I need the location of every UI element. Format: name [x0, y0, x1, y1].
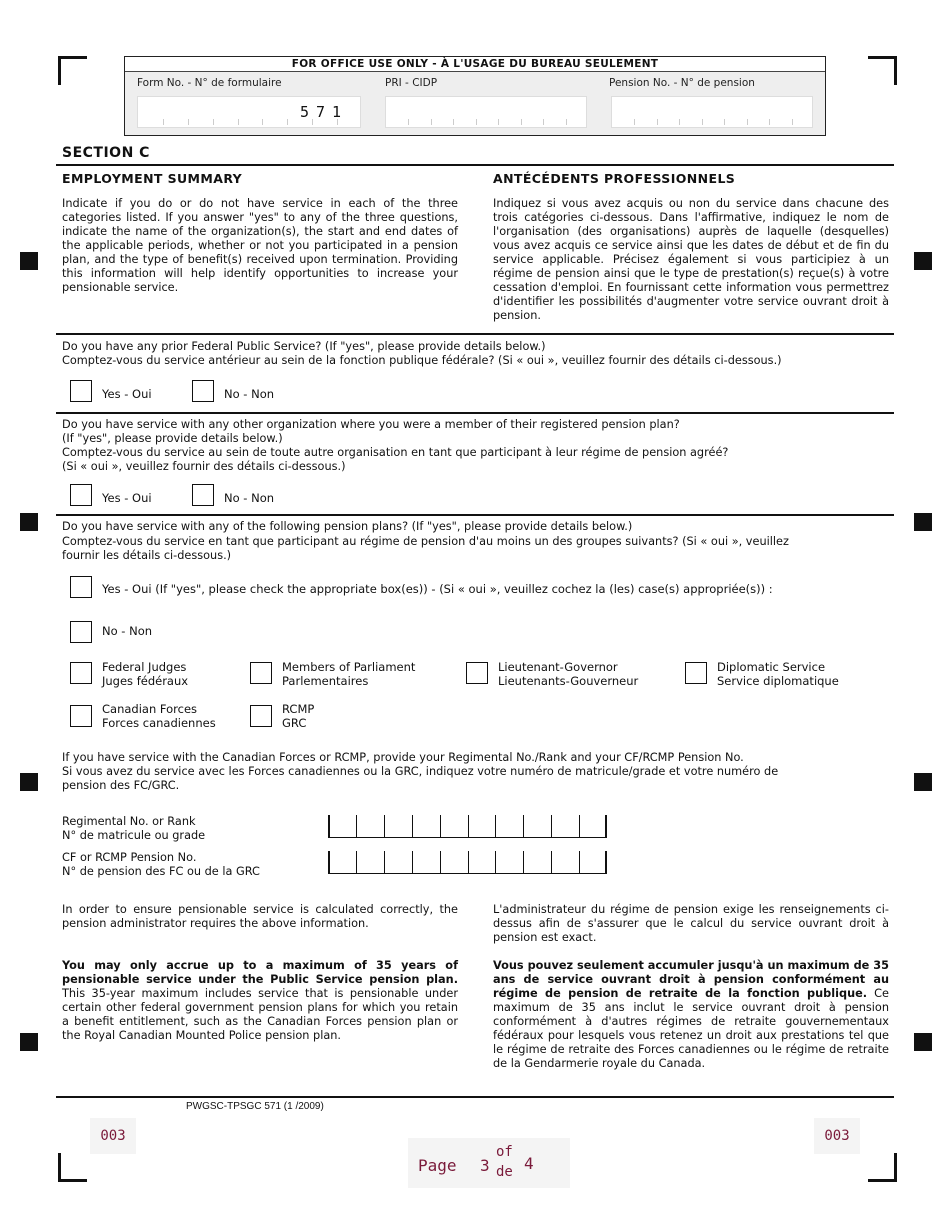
comb-tick — [657, 119, 658, 125]
q1-yes-checkbox[interactable] — [70, 380, 92, 402]
divider — [56, 1096, 894, 1098]
comb-separator — [605, 815, 607, 837]
comb-tick — [431, 119, 432, 125]
q3-line-2: Comptez-vous du service en tant que participant au régime de pension d'au moins un des groupes suivants? (Si « oui », veuillez — [62, 535, 789, 548]
form-no-value: 571 — [300, 103, 349, 121]
federal-judges-checkbox[interactable] — [70, 662, 92, 684]
registration-mark — [20, 1033, 38, 1051]
pension-no-label: CF or RCMP Pension No. N° de pension des FC ou de la GRC — [62, 851, 260, 878]
comb-tick — [213, 119, 214, 125]
q1-text-fr: Comptez-vous du service antérieur au sein de la fonction publique fédérale? (Si « oui », veuillez fournir des détails ci-dessous.) — [62, 354, 782, 367]
members-of-parliament-checkbox[interactable] — [250, 662, 272, 684]
registration-mark — [20, 252, 38, 270]
office-use-box — [124, 56, 826, 136]
q3-yes-checkbox[interactable] — [70, 576, 92, 598]
comb-separator — [579, 815, 580, 837]
q3-line-1: Do you have service with any of the following pension plans? (If "yes", please provide details below.) — [62, 520, 633, 533]
comb-separator — [412, 851, 413, 873]
comb-tick — [769, 119, 770, 125]
registration-mark — [914, 252, 932, 270]
canadian-forces-label: Canadian Forces Forces canadiennes — [102, 702, 216, 730]
comb-tick — [724, 119, 725, 125]
employment-summary-heading: EMPLOYMENT SUMMARY — [62, 171, 243, 186]
q3-line-3: fournir les détails ci-dessous.) — [62, 549, 232, 562]
page-indicator — [408, 1138, 570, 1188]
q1-yes-label: Yes - Oui — [102, 387, 152, 401]
comb-separator — [523, 851, 524, 873]
comb-tick — [408, 119, 409, 125]
comb-separator — [356, 851, 357, 873]
comb-separator — [328, 815, 330, 837]
comb-tick — [188, 119, 189, 125]
pri-field[interactable] — [385, 96, 587, 128]
registration-mark — [914, 1033, 932, 1051]
q3-no-checkbox[interactable] — [70, 621, 92, 643]
comb-separator — [412, 815, 413, 837]
form-no-label: Form No. - N° de formulaire — [137, 77, 282, 89]
comb-tick — [521, 119, 522, 125]
comb-separator — [328, 851, 330, 873]
cf-rcmp-pension-no-field[interactable] — [328, 851, 607, 874]
q2-yes-checkbox[interactable] — [70, 484, 92, 506]
office-use-title: FOR OFFICE USE ONLY - À L'USAGE DU BUREAU SEULEMENT — [125, 57, 825, 72]
registration-mark — [20, 773, 38, 791]
comb-tick — [163, 119, 164, 125]
comb-tick — [679, 119, 680, 125]
q1-text-en: Do you have any prior Federal Public Service? (If "yes", please provide details below.) — [62, 340, 546, 353]
note-1-en: In order to ensure pensionable service is calculated correctly, the pension administrator requires the above information. — [62, 903, 458, 930]
members-of-parliament-label: Members of Parliament Parlementaires — [282, 660, 416, 688]
code-right: 003 — [814, 1118, 860, 1154]
q2-no-label: No - Non — [224, 491, 275, 505]
comb-separator — [551, 851, 552, 873]
note-2-en: You may only accrue up to a maximum of 35 years of pensionable service under the Public Service pension plan. This 35-year maximum includes service that is pensionable under certain other federal government pension plans for which you retain a benefit entitlement, such as the Canadian Forces pension plan or the Royal Canadian Mounted Police pension plan. — [62, 959, 458, 1042]
comb-separator — [384, 815, 385, 837]
comb-tick — [287, 119, 288, 125]
comb-tick — [498, 119, 499, 125]
q2-line-3: Comptez-vous du service au sein de toute autre organisation en tant que participant à leur régime de pension agréé? — [62, 446, 729, 459]
registration-mark — [914, 513, 932, 531]
registration-mark — [20, 513, 38, 531]
comb-tick — [634, 119, 635, 125]
divider — [56, 333, 894, 335]
corner-mark-bottom-left — [58, 1153, 87, 1182]
rcmp-line-1: If you have service with the Canadian Forces or RCMP, provide your Regimental No./Rank and your CF/RCMP Pension No. — [62, 751, 744, 764]
regimental-label: Regimental No. or Rank N° de matricule ou grade — [62, 815, 206, 842]
page-word: Page — [418, 1156, 457, 1175]
canadian-forces-checkbox[interactable] — [70, 705, 92, 727]
corner-mark-bottom-right — [868, 1153, 897, 1182]
comb-separator — [440, 851, 441, 873]
comb-separator — [551, 815, 552, 837]
code-left: 003 — [90, 1118, 136, 1154]
antecedents-heading: ANTÉCÉDENTS PROFESSIONNELS — [493, 171, 736, 186]
q2-no-checkbox[interactable] — [192, 484, 214, 506]
corner-mark-top-left — [58, 56, 87, 85]
q2-yes-label: Yes - Oui — [102, 491, 152, 505]
comb-separator — [605, 851, 607, 873]
comb-tick — [566, 119, 567, 125]
q3-yes-label: Yes - Oui (If "yes", please check the appropriate box(es)) - (Si « oui », veuillez cochez la (les) case(s) appropriée(s)) : — [102, 582, 773, 596]
page-total: 4 — [524, 1154, 534, 1173]
diplomatic-service-label: Diplomatic Service Service diplomatique — [717, 660, 839, 688]
q2-line-4: (Si « oui », veuillez fournir des détails ci-dessous.) — [62, 460, 346, 473]
comb-separator — [495, 851, 496, 873]
comb-separator — [468, 815, 469, 837]
q2-line-1: Do you have service with any other organization where you were a member of their registered pension plan? — [62, 418, 680, 431]
section-title: SECTION C — [62, 145, 150, 161]
pension-no-field[interactable] — [611, 96, 813, 128]
comb-separator — [523, 815, 524, 837]
comb-tick — [476, 119, 477, 125]
lieutenant-governor-label: Lieutenant-Governor Lieutenants-Gouverneur — [498, 660, 639, 688]
comb-separator — [356, 815, 357, 837]
comb-separator — [468, 851, 469, 873]
note-2-fr: Vous pouvez seulement accumuler jusqu'à un maximum de 35 ans de service ouvrant droit à pension conformément au régime de pension de retraite de la fonction publique. Ce maximum de 35 ans inclut le service ouvrant droit à pension conformément à d'autres régimes de retraite gouvernementaux fédéraux pour lesquels vous retenez un droit aux prestations tel que le régime de retraite des Forces canadiennes ou le régime de retraite de la Gendarmerie royale du Canada. — [493, 959, 889, 1070]
federal-judges-label: Federal Judges Juges fédéraux — [102, 660, 189, 688]
regimental-no-field[interactable] — [328, 815, 607, 838]
comb-tick — [747, 119, 748, 125]
pension-no-label: Pension No. - N° de pension — [609, 77, 755, 89]
page-of: of — [496, 1144, 513, 1160]
comb-tick — [262, 119, 263, 125]
divider — [56, 164, 894, 166]
page-number: 3 — [480, 1156, 490, 1175]
comb-separator — [579, 851, 580, 873]
q2-line-2: (If "yes", please provide details below.) — [62, 432, 283, 445]
comb-tick — [238, 119, 239, 125]
registration-mark — [914, 773, 932, 791]
comb-separator — [440, 815, 441, 837]
page-de: de — [496, 1164, 513, 1180]
divider — [56, 412, 894, 414]
summary-text-fr: Indiquez si vous avez acquis ou non du service dans chacune des trois catégories ci-dessous. Dans l'affirmative, indiquez le nom de l'organisation (des organisations) auprès de laquelle (desquelles) vous avez acquis ce service ainsi que les dates de début et de fin du service applicable. Précisez également si vous participiez à un régime de pension ainsi que le type de prestation(s) reçue(s) à votre cessation d'emploi. En fournissant cette information vous permettrez d'identifier les possibilités d'augmenter votre service ouvrant droit à pension. — [493, 197, 889, 322]
comb-tick — [543, 119, 544, 125]
form-code: PWGSC-TPSGC 571 (1 /2009) — [186, 1101, 324, 1112]
q3-no-label: No - Non — [102, 624, 153, 638]
q1-no-checkbox[interactable] — [192, 380, 214, 402]
comb-tick — [792, 119, 793, 125]
divider — [56, 514, 894, 516]
summary-text-en: Indicate if you do or do not have service in each of the three categories listed. If you answer "yes" to any of the three questions, indicate the name of the organization(s), the start and end dates of the applicable periods, whether or not you participated in a pension plan, and the type of benefit(s) received upon termination. Providing this information will help identify opportunities to increase your pensionable service. — [62, 197, 458, 294]
rcmp-checkbox[interactable] — [250, 705, 272, 727]
rcmp-line-2: Si vous avez du service avec les Forces canadiennes ou la GRC, indiquez votre numéro de matricule/grade et votre numéro de — [62, 765, 779, 778]
comb-separator — [495, 815, 496, 837]
comb-tick — [702, 119, 703, 125]
q1-no-label: No - Non — [224, 387, 275, 401]
rcmp-label: RCMP GRC — [282, 702, 315, 730]
comb-separator — [384, 851, 385, 873]
lieutenant-governor-checkbox[interactable] — [466, 662, 488, 684]
note-1-fr: L'administrateur du régime de pension exige les renseignements ci-dessus afin de s'assurer que le calcul du service ouvrant droit à pension est exact. — [493, 903, 889, 944]
pri-label: PRI - CIDP — [385, 77, 438, 89]
diplomatic-service-checkbox[interactable] — [685, 662, 707, 684]
comb-tick — [453, 119, 454, 125]
corner-mark-top-right — [868, 56, 897, 85]
rcmp-line-3: pension des FC/GRC. — [62, 779, 180, 792]
